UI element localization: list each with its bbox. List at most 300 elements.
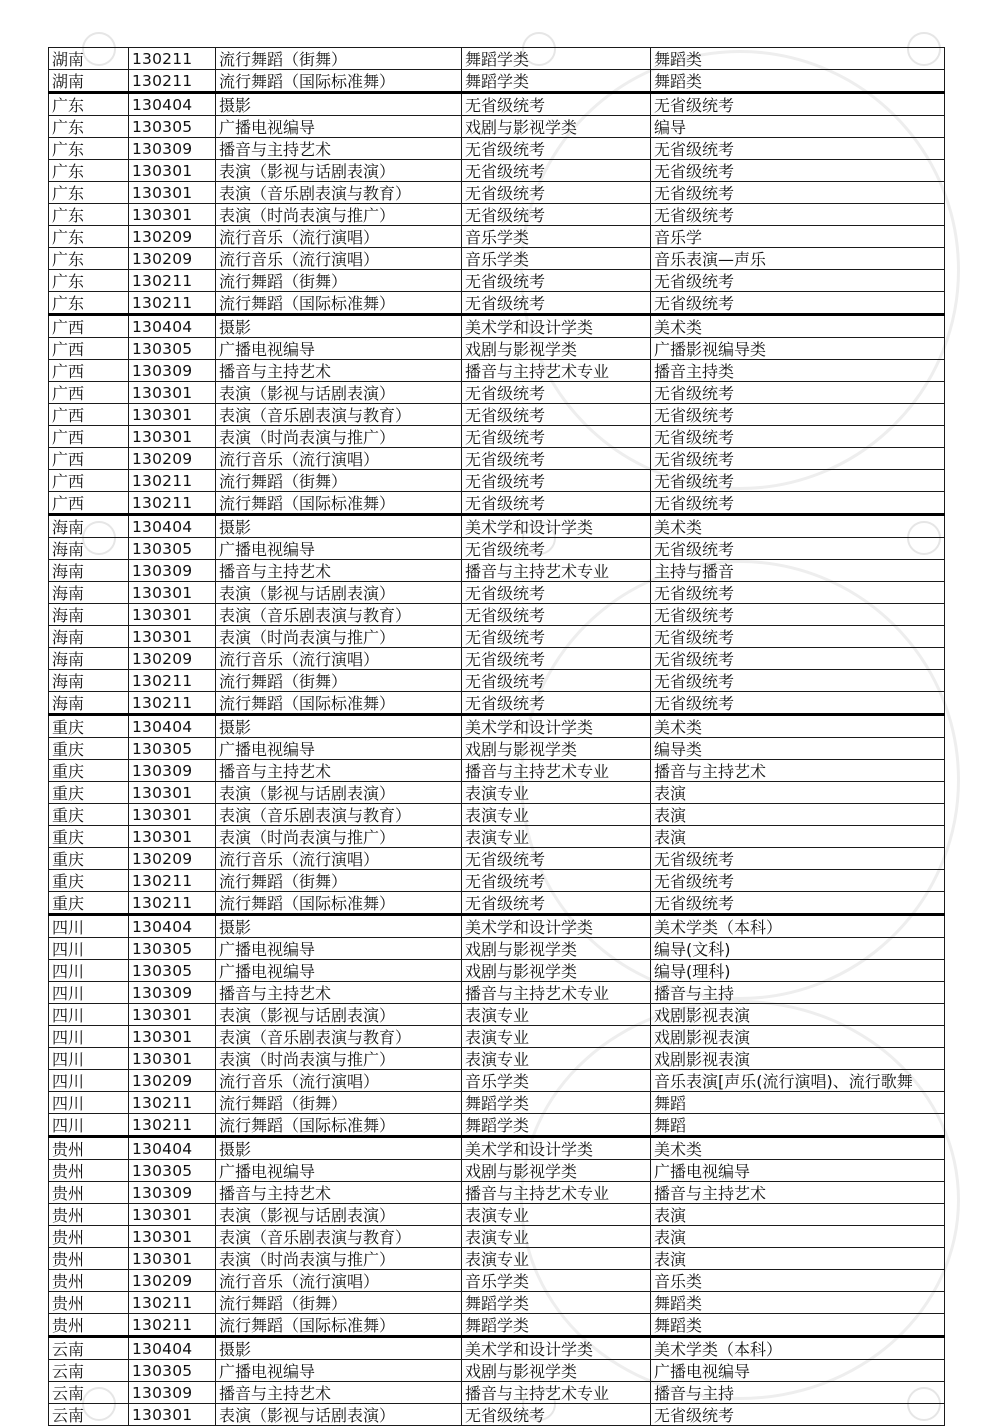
table-row bbox=[49, 1070, 945, 1092]
table-row bbox=[49, 1360, 945, 1382]
exam-category-cell: 无省级统考 bbox=[462, 404, 651, 426]
province-cell: 重庆 bbox=[49, 715, 129, 738]
table-row bbox=[49, 604, 945, 626]
province-cell: 贵州 bbox=[49, 1248, 129, 1270]
code-cell: 130301 bbox=[129, 182, 216, 204]
code-cell: 130309 bbox=[129, 1382, 216, 1404]
major-cell: 表演（时尚表演与推广） bbox=[216, 826, 462, 848]
table-row bbox=[49, 160, 945, 182]
exam-category-cell: 无省级统考 bbox=[462, 692, 651, 715]
exam-subject-cell: 表演 bbox=[651, 1248, 945, 1270]
major-cell: 表演（时尚表演与推广） bbox=[216, 1048, 462, 1070]
major-cell: 表演（影视与话剧表演） bbox=[216, 582, 462, 604]
province-cell: 广东 bbox=[49, 93, 129, 116]
major-cell: 流行音乐（流行演唱） bbox=[216, 848, 462, 870]
exam-category-cell: 无省级统考 bbox=[462, 538, 651, 560]
major-cell: 表演（时尚表演与推广） bbox=[216, 1248, 462, 1270]
table-row bbox=[49, 360, 945, 382]
exam-subject-cell: 无省级统考 bbox=[651, 626, 945, 648]
exam-subject-cell: 无省级统考 bbox=[651, 93, 945, 116]
exam-category-cell: 播音与主持艺术专业 bbox=[462, 982, 651, 1004]
code-cell: 130301 bbox=[129, 426, 216, 448]
exam-subject-cell: 广播影视编导类 bbox=[651, 338, 945, 360]
table-row bbox=[49, 982, 945, 1004]
province-cell: 贵州 bbox=[49, 1270, 129, 1292]
table-row bbox=[49, 738, 945, 760]
exam-subject-cell: 舞蹈类 bbox=[651, 48, 945, 70]
exam-subject-cell: 广播电视编导 bbox=[651, 1360, 945, 1382]
code-cell: 130211 bbox=[129, 1114, 216, 1137]
exam-subject-cell: 无省级统考 bbox=[651, 404, 945, 426]
table-row bbox=[49, 1004, 945, 1026]
exam-category-cell: 表演专业 bbox=[462, 1026, 651, 1048]
exam-category-cell: 无省级统考 bbox=[462, 626, 651, 648]
exam-subject-cell: 音乐类 bbox=[651, 1270, 945, 1292]
exam-category-cell: 无省级统考 bbox=[462, 870, 651, 892]
code-cell: 130301 bbox=[129, 1226, 216, 1248]
exam-subject-cell: 美术类 bbox=[651, 315, 945, 338]
major-cell: 摄影 bbox=[216, 515, 462, 538]
exam-subject-cell: 编导(文科) bbox=[651, 938, 945, 960]
province-cell: 广西 bbox=[49, 426, 129, 448]
exam-subject-cell: 无省级统考 bbox=[651, 382, 945, 404]
exam-category-cell: 戏剧与影视学类 bbox=[462, 738, 651, 760]
exam-subject-cell: 美术类 bbox=[651, 715, 945, 738]
exam-subject-cell: 美术学类（本科） bbox=[651, 1337, 945, 1360]
province-cell: 广东 bbox=[49, 138, 129, 160]
table-row bbox=[49, 404, 945, 426]
province-cell: 贵州 bbox=[49, 1226, 129, 1248]
province-cell: 重庆 bbox=[49, 804, 129, 826]
exam-subject-cell: 播音与主持艺术 bbox=[651, 1182, 945, 1204]
major-cell: 广播电视编导 bbox=[216, 938, 462, 960]
table-row bbox=[49, 1092, 945, 1114]
province-cell: 贵州 bbox=[49, 1182, 129, 1204]
province-cell: 海南 bbox=[49, 515, 129, 538]
code-cell: 130301 bbox=[129, 404, 216, 426]
major-cell: 流行舞蹈（街舞） bbox=[216, 870, 462, 892]
major-cell: 流行舞蹈（街舞） bbox=[216, 270, 462, 292]
code-cell: 130211 bbox=[129, 292, 216, 315]
table-row bbox=[49, 1048, 945, 1070]
major-cell: 表演（影视与话剧表演） bbox=[216, 782, 462, 804]
province-cell: 广东 bbox=[49, 226, 129, 248]
major-cell: 播音与主持艺术 bbox=[216, 1182, 462, 1204]
exam-category-cell: 戏剧与影视学类 bbox=[462, 938, 651, 960]
major-cell: 表演（影视与话剧表演） bbox=[216, 160, 462, 182]
exam-subject-cell: 音乐学 bbox=[651, 226, 945, 248]
exam-category-cell: 无省级统考 bbox=[462, 470, 651, 492]
major-cell: 摄影 bbox=[216, 715, 462, 738]
table-row bbox=[49, 204, 945, 226]
table-row bbox=[49, 292, 945, 315]
code-cell: 130211 bbox=[129, 70, 216, 93]
code-cell: 130211 bbox=[129, 1092, 216, 1114]
table-row bbox=[49, 248, 945, 270]
province-cell: 广东 bbox=[49, 160, 129, 182]
table-row bbox=[49, 182, 945, 204]
table-row bbox=[49, 1382, 945, 1404]
code-cell: 130209 bbox=[129, 648, 216, 670]
code-cell: 130211 bbox=[129, 692, 216, 715]
code-cell: 130209 bbox=[129, 248, 216, 270]
major-cell: 流行舞蹈（国际标准舞） bbox=[216, 492, 462, 515]
exam-category-cell: 美术学和设计学类 bbox=[462, 515, 651, 538]
major-cell: 播音与主持艺术 bbox=[216, 982, 462, 1004]
code-cell: 130301 bbox=[129, 582, 216, 604]
major-cell: 流行音乐（流行演唱） bbox=[216, 448, 462, 470]
code-cell: 130305 bbox=[129, 338, 216, 360]
table-row bbox=[49, 1182, 945, 1204]
province-cell: 海南 bbox=[49, 560, 129, 582]
code-cell: 130305 bbox=[129, 960, 216, 982]
table-row bbox=[49, 515, 945, 538]
code-cell: 130301 bbox=[129, 826, 216, 848]
major-cell: 表演（时尚表演与推广） bbox=[216, 204, 462, 226]
table-row bbox=[49, 448, 945, 470]
exam-subject-cell: 舞蹈 bbox=[651, 1114, 945, 1137]
code-cell: 130309 bbox=[129, 1182, 216, 1204]
province-cell: 贵州 bbox=[49, 1204, 129, 1226]
major-cell: 流行音乐（流行演唱） bbox=[216, 1070, 462, 1092]
major-cell: 流行舞蹈（街舞） bbox=[216, 670, 462, 692]
code-cell: 130301 bbox=[129, 1048, 216, 1070]
major-cell: 广播电视编导 bbox=[216, 338, 462, 360]
exam-subject-cell: 无省级统考 bbox=[651, 182, 945, 204]
table-row bbox=[49, 426, 945, 448]
exam-category-cell: 美术学和设计学类 bbox=[462, 1337, 651, 1360]
major-cell: 播音与主持艺术 bbox=[216, 138, 462, 160]
code-cell: 130211 bbox=[129, 492, 216, 515]
province-cell: 云南 bbox=[49, 1404, 129, 1426]
exam-category-cell: 舞蹈学类 bbox=[462, 1314, 651, 1337]
exam-category-cell: 播音与主持艺术专业 bbox=[462, 760, 651, 782]
exam-category-cell: 戏剧与影视学类 bbox=[462, 116, 651, 138]
major-cell: 表演（影视与话剧表演） bbox=[216, 1004, 462, 1026]
code-cell: 130301 bbox=[129, 782, 216, 804]
exam-category-cell: 播音与主持艺术专业 bbox=[462, 1382, 651, 1404]
province-cell: 贵州 bbox=[49, 1160, 129, 1182]
exam-category-cell: 播音与主持艺术专业 bbox=[462, 1182, 651, 1204]
table-row bbox=[49, 1114, 945, 1137]
exam-category-cell: 无省级统考 bbox=[462, 270, 651, 292]
exam-subject-cell: 无省级统考 bbox=[651, 292, 945, 315]
exam-subject-cell: 无省级统考 bbox=[651, 1404, 945, 1426]
exam-subject-cell: 无省级统考 bbox=[651, 648, 945, 670]
exam-subject-cell: 表演 bbox=[651, 826, 945, 848]
major-cell: 流行舞蹈（国际标准舞） bbox=[216, 692, 462, 715]
exam-category-cell: 美术学和设计学类 bbox=[462, 915, 651, 938]
table-row bbox=[49, 1270, 945, 1292]
exam-subject-cell: 无省级统考 bbox=[651, 604, 945, 626]
code-cell: 130211 bbox=[129, 870, 216, 892]
exam-category-cell: 音乐学类 bbox=[462, 226, 651, 248]
exam-category-cell: 美术学和设计学类 bbox=[462, 315, 651, 338]
table-row bbox=[49, 626, 945, 648]
exam-subject-cell: 表演 bbox=[651, 1204, 945, 1226]
province-cell: 重庆 bbox=[49, 760, 129, 782]
exam-subject-cell: 音乐表演—声乐 bbox=[651, 248, 945, 270]
code-cell: 130404 bbox=[129, 715, 216, 738]
exam-subject-cell: 播音与主持艺术 bbox=[651, 760, 945, 782]
province-cell: 四川 bbox=[49, 1026, 129, 1048]
exam-category-cell: 表演专业 bbox=[462, 1048, 651, 1070]
province-cell: 重庆 bbox=[49, 782, 129, 804]
exam-category-cell: 无省级统考 bbox=[462, 670, 651, 692]
province-cell: 四川 bbox=[49, 960, 129, 982]
code-cell: 130301 bbox=[129, 1004, 216, 1026]
exam-category-cell: 美术学和设计学类 bbox=[462, 1137, 651, 1160]
province-cell: 湖南 bbox=[49, 48, 129, 70]
table-row bbox=[49, 1226, 945, 1248]
table-row bbox=[49, 1337, 945, 1360]
table-row bbox=[49, 960, 945, 982]
code-cell: 130211 bbox=[129, 1314, 216, 1337]
code-cell: 130209 bbox=[129, 1270, 216, 1292]
province-cell: 重庆 bbox=[49, 738, 129, 760]
major-cell: 流行舞蹈（国际标准舞） bbox=[216, 892, 462, 915]
exam-category-cell: 音乐学类 bbox=[462, 248, 651, 270]
exam-subject-cell: 播音主持类 bbox=[651, 360, 945, 382]
table-row bbox=[49, 1314, 945, 1337]
exam-category-cell: 无省级统考 bbox=[462, 292, 651, 315]
major-cell: 表演（音乐剧表演与教育） bbox=[216, 404, 462, 426]
exam-category-cell: 无省级统考 bbox=[462, 1404, 651, 1426]
code-cell: 130309 bbox=[129, 138, 216, 160]
major-cell: 流行音乐（流行演唱） bbox=[216, 226, 462, 248]
major-cell: 表演（音乐剧表演与教育） bbox=[216, 804, 462, 826]
code-cell: 130301 bbox=[129, 626, 216, 648]
exam-subject-cell: 表演 bbox=[651, 782, 945, 804]
table-row bbox=[49, 648, 945, 670]
province-cell: 海南 bbox=[49, 670, 129, 692]
code-cell: 130209 bbox=[129, 848, 216, 870]
province-cell: 广东 bbox=[49, 182, 129, 204]
major-cell: 流行音乐（流行演唱） bbox=[216, 248, 462, 270]
exam-subject-cell: 无省级统考 bbox=[651, 160, 945, 182]
exam-category-cell: 无省级统考 bbox=[462, 426, 651, 448]
code-cell: 130309 bbox=[129, 760, 216, 782]
code-cell: 130305 bbox=[129, 1160, 216, 1182]
exam-category-cell: 无省级统考 bbox=[462, 892, 651, 915]
major-cell: 表演（影视与话剧表演） bbox=[216, 1204, 462, 1226]
province-cell: 云南 bbox=[49, 1382, 129, 1404]
exam-category-cell: 音乐学类 bbox=[462, 1070, 651, 1092]
code-cell: 130301 bbox=[129, 1404, 216, 1426]
table-row bbox=[49, 338, 945, 360]
exam-category-cell: 舞蹈学类 bbox=[462, 1114, 651, 1137]
major-cell: 流行舞蹈（街舞） bbox=[216, 1092, 462, 1114]
exam-category-cell: 播音与主持艺术专业 bbox=[462, 560, 651, 582]
major-cell: 摄影 bbox=[216, 915, 462, 938]
province-cell: 广西 bbox=[49, 448, 129, 470]
exam-subject-cell: 美术学类（本科） bbox=[651, 915, 945, 938]
major-cell: 流行舞蹈（国际标准舞） bbox=[216, 1114, 462, 1137]
code-cell: 130211 bbox=[129, 48, 216, 70]
major-cell: 流行音乐（流行演唱） bbox=[216, 1270, 462, 1292]
table-row bbox=[49, 1137, 945, 1160]
exam-category-cell: 表演专业 bbox=[462, 826, 651, 848]
exam-subject-cell: 戏剧影视表演 bbox=[651, 1048, 945, 1070]
code-cell: 130301 bbox=[129, 1026, 216, 1048]
exam-category-cell: 戏剧与影视学类 bbox=[462, 338, 651, 360]
exam-subject-cell: 舞蹈类 bbox=[651, 1292, 945, 1314]
exam-category-cell: 无省级统考 bbox=[462, 604, 651, 626]
province-cell: 贵州 bbox=[49, 1314, 129, 1337]
code-cell: 130211 bbox=[129, 670, 216, 692]
exam-subject-cell: 无省级统考 bbox=[651, 670, 945, 692]
exam-category-cell: 戏剧与影视学类 bbox=[462, 1160, 651, 1182]
major-cell: 广播电视编导 bbox=[216, 960, 462, 982]
major-cell: 流行舞蹈（街舞） bbox=[216, 470, 462, 492]
exam-subject-cell: 戏剧影视表演 bbox=[651, 1026, 945, 1048]
code-cell: 130301 bbox=[129, 382, 216, 404]
code-cell: 130404 bbox=[129, 93, 216, 116]
exam-category-cell: 无省级统考 bbox=[462, 138, 651, 160]
exam-subject-cell: 无省级统考 bbox=[651, 582, 945, 604]
major-cell: 表演（音乐剧表演与教育） bbox=[216, 1026, 462, 1048]
exam-category-cell: 戏剧与影视学类 bbox=[462, 960, 651, 982]
table-row bbox=[49, 915, 945, 938]
province-cell: 四川 bbox=[49, 1092, 129, 1114]
table-row bbox=[49, 1292, 945, 1314]
exam-category-cell: 无省级统考 bbox=[462, 582, 651, 604]
major-cell: 流行舞蹈（街舞） bbox=[216, 1292, 462, 1314]
province-cell: 四川 bbox=[49, 1048, 129, 1070]
province-cell: 贵州 bbox=[49, 1292, 129, 1314]
exam-subject-cell: 无省级统考 bbox=[651, 204, 945, 226]
table-row bbox=[49, 1248, 945, 1270]
table-row bbox=[49, 826, 945, 848]
major-cell: 流行舞蹈（国际标准舞） bbox=[216, 292, 462, 315]
table-row bbox=[49, 226, 945, 248]
province-cell: 重庆 bbox=[49, 892, 129, 915]
province-cell: 重庆 bbox=[49, 826, 129, 848]
table-row bbox=[49, 560, 945, 582]
major-cell: 广播电视编导 bbox=[216, 538, 462, 560]
province-cell: 云南 bbox=[49, 1360, 129, 1382]
major-cell: 表演（时尚表演与推广） bbox=[216, 426, 462, 448]
province-cell: 四川 bbox=[49, 1070, 129, 1092]
major-cell: 表演（影视与话剧表演） bbox=[216, 1404, 462, 1426]
province-cell: 广西 bbox=[49, 382, 129, 404]
table-row bbox=[49, 848, 945, 870]
province-cell: 重庆 bbox=[49, 848, 129, 870]
table-row bbox=[49, 470, 945, 492]
code-cell: 130404 bbox=[129, 915, 216, 938]
table-row bbox=[49, 870, 945, 892]
major-cell: 表演（影视与话剧表演） bbox=[216, 382, 462, 404]
province-cell: 海南 bbox=[49, 538, 129, 560]
code-cell: 130301 bbox=[129, 204, 216, 226]
exam-subject-cell: 无省级统考 bbox=[651, 270, 945, 292]
province-cell: 重庆 bbox=[49, 870, 129, 892]
major-cell: 流行音乐（流行演唱） bbox=[216, 648, 462, 670]
major-cell: 摄影 bbox=[216, 93, 462, 116]
province-cell: 广东 bbox=[49, 204, 129, 226]
major-cell: 表演（音乐剧表演与教育） bbox=[216, 604, 462, 626]
exam-category-cell: 表演专业 bbox=[462, 1226, 651, 1248]
exam-subject-cell: 无省级统考 bbox=[651, 470, 945, 492]
table-row bbox=[49, 138, 945, 160]
province-cell: 海南 bbox=[49, 626, 129, 648]
exam-subject-cell: 无省级统考 bbox=[651, 892, 945, 915]
table-row bbox=[49, 382, 945, 404]
major-cell: 摄影 bbox=[216, 1337, 462, 1360]
table-row bbox=[49, 692, 945, 715]
code-cell: 130305 bbox=[129, 938, 216, 960]
exam-category-cell: 表演专业 bbox=[462, 1248, 651, 1270]
exam-category-cell: 舞蹈学类 bbox=[462, 1092, 651, 1114]
exam-category-cell: 播音与主持艺术专业 bbox=[462, 360, 651, 382]
code-cell: 130301 bbox=[129, 1248, 216, 1270]
province-cell: 四川 bbox=[49, 915, 129, 938]
code-cell: 130305 bbox=[129, 116, 216, 138]
province-cell: 广西 bbox=[49, 492, 129, 515]
code-cell: 130404 bbox=[129, 1337, 216, 1360]
code-cell: 130301 bbox=[129, 604, 216, 626]
code-cell: 130305 bbox=[129, 1360, 216, 1382]
province-cell: 四川 bbox=[49, 938, 129, 960]
code-cell: 130301 bbox=[129, 804, 216, 826]
exam-subject-cell: 无省级统考 bbox=[651, 138, 945, 160]
major-cell: 流行舞蹈（街舞） bbox=[216, 48, 462, 70]
province-cell: 湖南 bbox=[49, 70, 129, 93]
exam-category-cell: 表演专业 bbox=[462, 1004, 651, 1026]
province-cell: 四川 bbox=[49, 982, 129, 1004]
province-cell: 广东 bbox=[49, 116, 129, 138]
major-cell: 表演（音乐剧表演与教育） bbox=[216, 182, 462, 204]
exam-category-cell: 无省级统考 bbox=[462, 93, 651, 116]
exam-subject-cell: 编导类 bbox=[651, 738, 945, 760]
table-row bbox=[49, 1404, 945, 1426]
province-cell: 广西 bbox=[49, 404, 129, 426]
province-cell: 海南 bbox=[49, 582, 129, 604]
exam-category-cell: 无省级统考 bbox=[462, 648, 651, 670]
province-cell: 海南 bbox=[49, 648, 129, 670]
exam-subject-cell: 表演 bbox=[651, 804, 945, 826]
province-cell: 广东 bbox=[49, 292, 129, 315]
table-row bbox=[49, 538, 945, 560]
table-row bbox=[49, 315, 945, 338]
admission-category-table bbox=[48, 47, 945, 1426]
province-cell: 广西 bbox=[49, 338, 129, 360]
province-cell: 广西 bbox=[49, 360, 129, 382]
province-cell: 四川 bbox=[49, 1004, 129, 1026]
exam-category-cell: 舞蹈学类 bbox=[462, 48, 651, 70]
code-cell: 130309 bbox=[129, 360, 216, 382]
code-cell: 130209 bbox=[129, 1070, 216, 1092]
table-row bbox=[49, 1204, 945, 1226]
table-row bbox=[49, 116, 945, 138]
exam-subject-cell: 无省级统考 bbox=[651, 492, 945, 515]
table-row bbox=[49, 1160, 945, 1182]
exam-category-cell: 音乐学类 bbox=[462, 1270, 651, 1292]
major-cell: 播音与主持艺术 bbox=[216, 760, 462, 782]
exam-category-cell: 无省级统考 bbox=[462, 848, 651, 870]
exam-subject-cell: 播音与主持 bbox=[651, 982, 945, 1004]
exam-category-cell: 舞蹈学类 bbox=[462, 70, 651, 93]
province-cell: 广东 bbox=[49, 248, 129, 270]
exam-subject-cell: 音乐表演[声乐(流行演唱)、流行歌舞 bbox=[651, 1070, 945, 1092]
table-row bbox=[49, 1026, 945, 1048]
code-cell: 130309 bbox=[129, 982, 216, 1004]
exam-subject-cell: 舞蹈类 bbox=[651, 70, 945, 93]
code-cell: 130209 bbox=[129, 226, 216, 248]
exam-subject-cell: 主持与播音 bbox=[651, 560, 945, 582]
exam-category-cell: 表演专业 bbox=[462, 1204, 651, 1226]
code-cell: 130211 bbox=[129, 892, 216, 915]
